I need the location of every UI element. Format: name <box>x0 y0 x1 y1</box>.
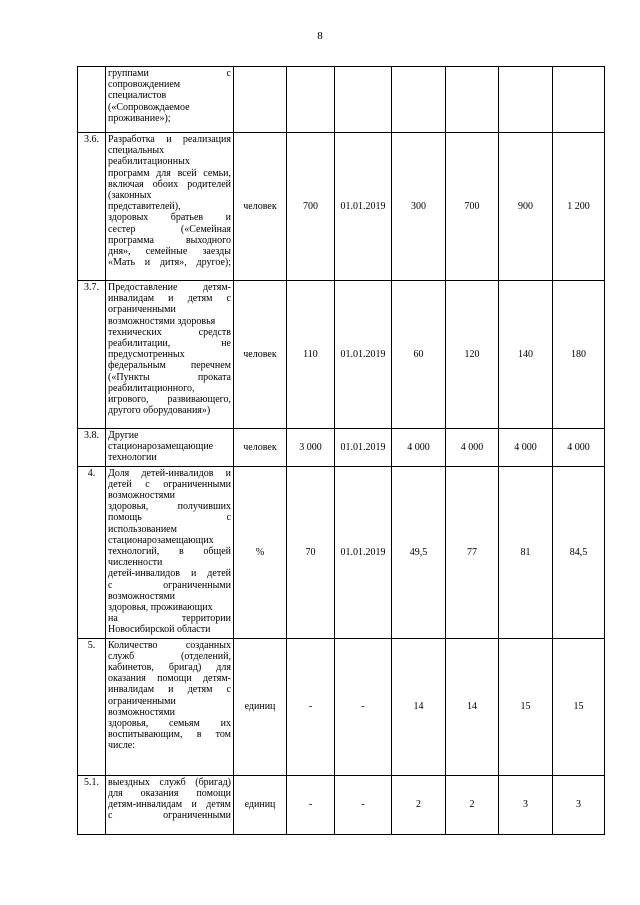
value-2019-cell: 14 <box>392 638 446 775</box>
value-2019-cell <box>392 67 446 133</box>
description-line: («Пункты проката <box>108 371 231 383</box>
description-line: инвалидам и детям с <box>108 684 231 696</box>
row-number: 3.6. <box>78 133 106 281</box>
row-number: 5.1. <box>78 775 106 834</box>
page-number: 8 <box>317 30 323 42</box>
description-line: специалистов <box>108 90 167 102</box>
value-2021-cell: 81 <box>499 466 553 638</box>
description-line: кабинетов, бригад) для <box>108 662 231 674</box>
description-line: программ для всей семьи, <box>108 167 231 179</box>
value-2020-cell: 77 <box>446 466 499 638</box>
description-line: («Сопровождаемое <box>108 101 190 113</box>
value-2021-cell: 4 000 <box>499 429 553 467</box>
row-number: 3.7. <box>78 281 106 429</box>
description-line: стационарозамещающие <box>108 441 214 453</box>
table-row <box>78 466 605 638</box>
value-2022-cell: 15 <box>553 638 605 775</box>
value-2019-cell: 300 <box>392 133 446 281</box>
row-number: 4. <box>78 466 106 638</box>
unit-cell: человек <box>234 281 287 429</box>
description-line: здоровья, проживающих <box>108 602 213 614</box>
base-date-cell <box>335 67 392 133</box>
description-line: использованием <box>108 523 177 535</box>
description-line: (законных <box>108 190 152 202</box>
description-line: включая обоих родителей <box>108 178 231 190</box>
description-line: помощь с <box>108 512 231 524</box>
table-row <box>78 133 605 281</box>
description-line: сопровождением <box>108 79 181 91</box>
description-line: детей с ограниченными <box>108 478 231 490</box>
value-2022-cell: 3 <box>553 775 605 834</box>
description-line: реабилитационных <box>108 156 190 168</box>
row-description <box>106 133 234 281</box>
base-date-cell: 01.01.2019 <box>335 429 392 467</box>
base-date-cell: 01.01.2019 <box>335 281 392 429</box>
value-2021-cell: 140 <box>499 281 553 429</box>
description-line: группами с <box>108 68 231 79</box>
description-line: Разработка и реализация <box>108 134 231 145</box>
table-row <box>78 281 605 429</box>
base-value-cell: 110 <box>287 281 335 429</box>
value-2020-cell: 14 <box>446 638 499 775</box>
description-line: программа выходного <box>108 234 231 246</box>
table-row <box>78 67 605 133</box>
base-value-cell: - <box>287 638 335 775</box>
description-line: Количество созданных <box>108 639 231 651</box>
table-row <box>78 429 605 467</box>
description-line: детей-инвалидов и детей <box>108 568 231 580</box>
unit-cell: единиц <box>234 775 287 834</box>
base-value-cell <box>287 67 335 133</box>
value-2019-cell: 60 <box>392 281 446 429</box>
base-date-cell: - <box>335 775 392 834</box>
unit-cell: % <box>234 466 287 638</box>
description-line: Доля детей-инвалидов и <box>108 467 231 479</box>
description-line: с ограниченными <box>108 810 231 822</box>
description-line: технологий, в общей <box>108 546 231 558</box>
base-date-cell: 01.01.2019 <box>335 466 392 638</box>
description-line: реабилитационного, <box>108 382 195 394</box>
description-line: служб (отделений, <box>108 650 231 662</box>
value-2021-cell: 900 <box>499 133 553 281</box>
value-2022-cell <box>553 67 605 133</box>
description-line: Предоставление детям- <box>108 282 231 293</box>
table-row <box>78 775 605 834</box>
description-line: здоровья, семьям их <box>108 718 231 730</box>
description-line: дня», семейные заезды <box>108 246 231 258</box>
description-line: на территории <box>108 613 231 625</box>
row-description <box>106 775 234 834</box>
value-2022-cell: 84,5 <box>553 466 605 638</box>
description-line: численности <box>108 557 163 569</box>
description-line: числе: <box>108 740 136 752</box>
description-line: игрового, развивающего, <box>108 394 231 406</box>
description-line: ограниченными <box>108 695 176 707</box>
row-description <box>106 466 234 638</box>
indicators-table <box>77 66 605 835</box>
table-row <box>78 638 605 775</box>
base-value-cell: - <box>287 775 335 834</box>
value-2020-cell: 120 <box>446 281 499 429</box>
value-2020-cell <box>446 67 499 133</box>
description-line: федеральным перечнем <box>108 360 231 372</box>
value-2019-cell: 2 <box>392 775 446 834</box>
base-value-cell: 700 <box>287 133 335 281</box>
row-number: 3.8. <box>78 429 106 467</box>
description-line: детям-инвалидам и детям <box>108 799 231 811</box>
unit-cell: человек <box>234 429 287 467</box>
row-description <box>106 67 234 133</box>
description-line: здоровых братьев и <box>108 212 231 224</box>
description-line: ограниченными <box>108 304 176 316</box>
value-2021-cell <box>499 67 553 133</box>
row-description <box>106 281 234 429</box>
value-2020-cell: 700 <box>446 133 499 281</box>
description-line: «Мать и дитя», другое); <box>108 257 231 269</box>
description-line: возможностями <box>108 706 176 718</box>
description-line: технологии <box>108 452 157 464</box>
base-value-cell: 70 <box>287 466 335 638</box>
value-2019-cell: 49,5 <box>392 466 446 638</box>
description-line: Другие <box>108 430 139 441</box>
description-line: для оказания помощи <box>108 787 231 799</box>
description-line: технических средств <box>108 326 231 338</box>
description-line: здоровья, получивших <box>108 501 231 513</box>
base-date-cell: 01.01.2019 <box>335 133 392 281</box>
row-description <box>106 429 234 467</box>
description-line: выездных служб (бригад) <box>108 776 231 788</box>
description-line: другого оборудования») <box>108 405 211 417</box>
base-date-cell: - <box>335 638 392 775</box>
unit-cell: единиц <box>234 638 287 775</box>
value-2022-cell: 1 200 <box>553 133 605 281</box>
unit-cell: человек <box>234 133 287 281</box>
description-line: возможностями <box>108 590 176 602</box>
description-line: с ограниченными <box>108 579 231 591</box>
row-number <box>78 67 106 133</box>
unit-cell <box>234 67 287 133</box>
description-line: оказания помощи детям- <box>108 673 231 685</box>
value-2020-cell: 4 000 <box>446 429 499 467</box>
description-line: реабилитации, не <box>108 338 231 350</box>
value-2019-cell: 4 000 <box>392 429 446 467</box>
description-line: возможностями <box>108 490 176 502</box>
value-2022-cell: 4 000 <box>553 429 605 467</box>
value-2021-cell: 3 <box>499 775 553 834</box>
description-line: возможностями здоровья <box>108 315 216 327</box>
value-2021-cell: 15 <box>499 638 553 775</box>
description-line: инвалидам и детям с <box>108 293 231 305</box>
value-2020-cell: 2 <box>446 775 499 834</box>
row-number: 5. <box>78 638 106 775</box>
description-line: сестер («Семейная <box>108 223 231 235</box>
description-line: специальных <box>108 145 165 157</box>
description-line: представителей), <box>108 201 181 213</box>
value-2022-cell: 180 <box>553 281 605 429</box>
description-line: Новосибирской области <box>108 624 211 636</box>
description-line: проживание»); <box>108 112 171 124</box>
description-line: воспитывающим, в том <box>108 729 231 741</box>
description-line: стационарозамещающих <box>108 534 214 546</box>
description-line: предусмотренных <box>108 349 185 361</box>
row-description <box>106 638 234 775</box>
base-value-cell: 3 000 <box>287 429 335 467</box>
